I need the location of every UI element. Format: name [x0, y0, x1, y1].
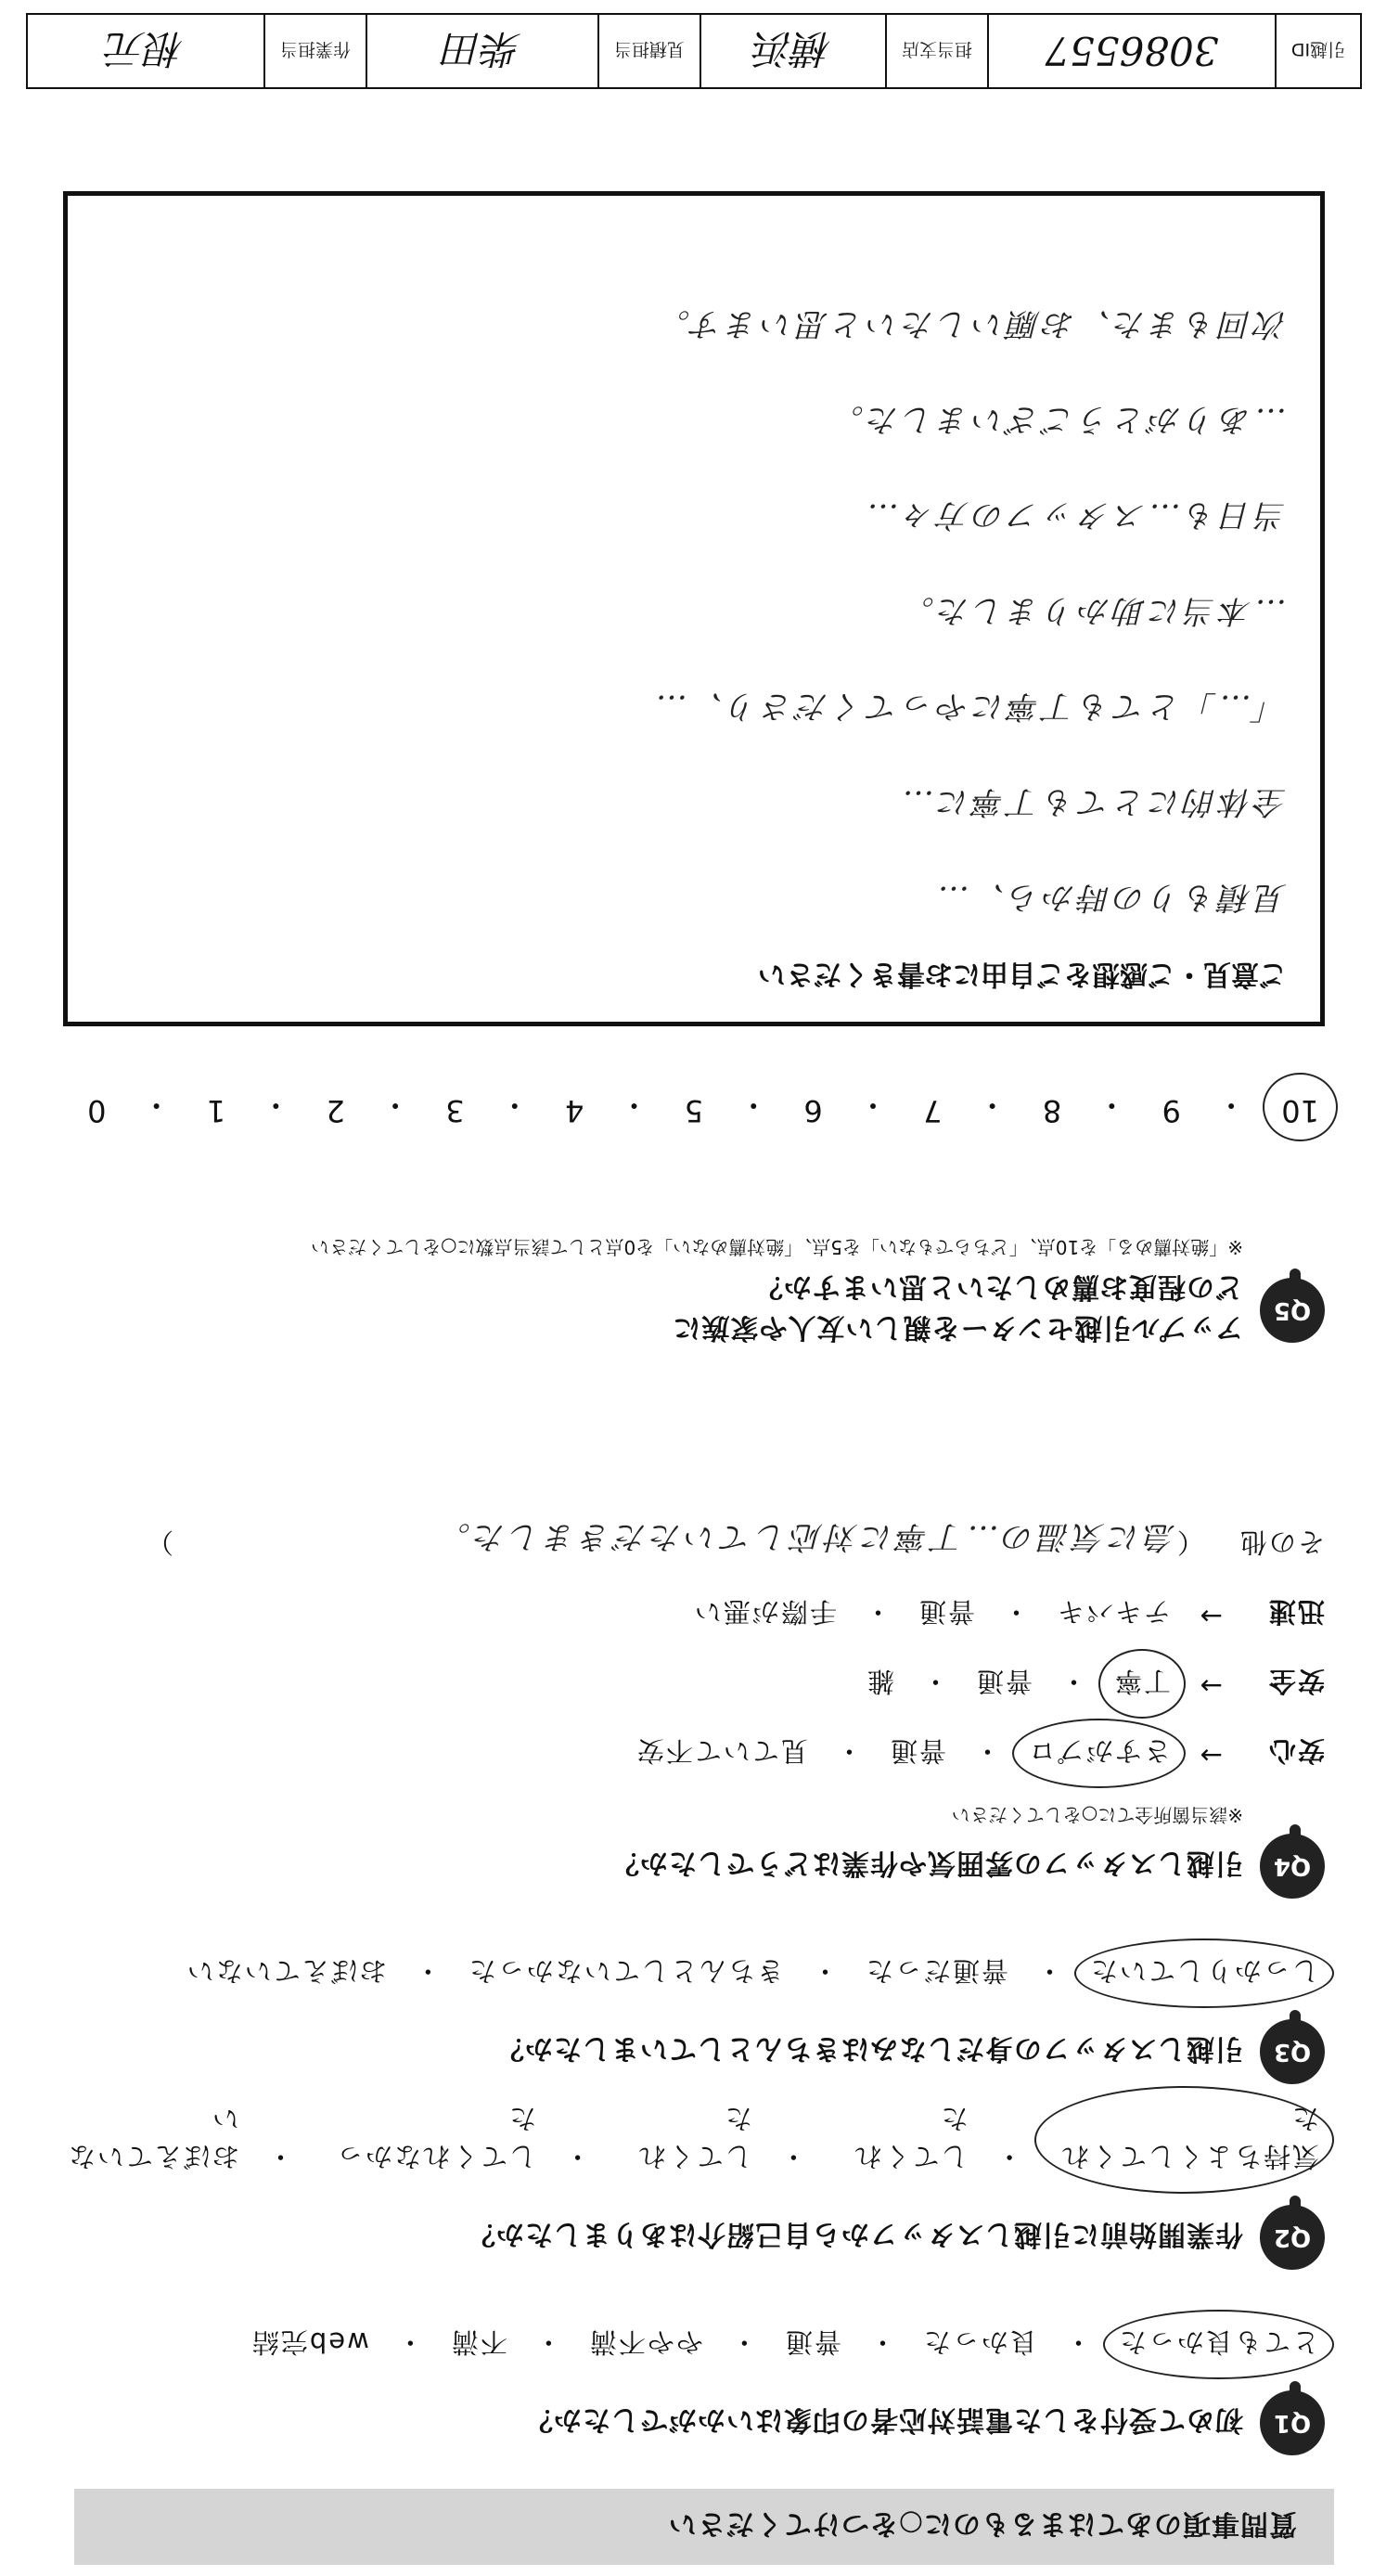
q5-title-line2: どの程度お薦めしたいと思いますか？ [754, 1270, 1243, 1303]
q2-title: 作業開始前に引越しスタッフから自己紹介はありましたか？ [467, 2218, 1243, 2250]
q4-row-label: 安心 [1266, 1735, 1325, 1767]
comment-line: 全体的にとても丁寧に… [899, 783, 1287, 820]
comment-line: 当日も…スタッフの方々… [864, 496, 1287, 534]
q4-row-jinsoku: 迅速 → テキパキ ・ 普通 ・ 手際が悪い [45, 1594, 1325, 1632]
comment-line: …ありがとうございました。 [828, 401, 1287, 438]
q4-row-anshin: 安心 → さすがプロ ・ 普通 ・ 見ていて不安 [45, 1733, 1325, 1771]
q2-option[interactable]: おぼえていない [66, 2103, 239, 2172]
q4-row-label: 安全 [1266, 1666, 1325, 1697]
q4-option[interactable]: 丁寧 [1108, 1664, 1176, 1702]
q3-option[interactable]: きちんとしていなかった [467, 1955, 784, 1987]
q4-row-anzen: 安全 → 丁寧 ・ 普通 ・ 雑 [45, 1664, 1325, 1702]
branch-label: 担当支店 [887, 15, 989, 87]
q2-option[interactable]: してくれなかった [335, 2103, 537, 2172]
question-3 [45, 1953, 1325, 2084]
arrow-icon: → [1198, 1601, 1223, 1632]
branch-value: 横浜 [701, 15, 887, 87]
q3-option[interactable]: おぼえていない [185, 1955, 387, 1987]
scale-option[interactable]: 5 [684, 1093, 704, 1128]
q1-option[interactable]: とても良かった [1112, 2325, 1325, 2363]
q4-option[interactable]: 普通 [888, 1735, 946, 1767]
comment-title: ご意見・ご感想をご自由にお書きください [758, 958, 1287, 990]
estimate-staff-label: 見積担当 [599, 15, 701, 87]
q2-option[interactable]: してくれた [853, 2103, 969, 2172]
q5-badge: Q5 [1260, 1278, 1325, 1343]
question-5 [45, 1235, 1325, 1351]
scale-option[interactable]: 6 [803, 1093, 823, 1128]
comment-line: 「…」とても丁寧にやってくださり、… [652, 688, 1287, 725]
staff-table [26, 13, 1362, 89]
arrow-icon: → [1198, 1740, 1223, 1771]
question-1 [45, 2325, 1325, 2455]
scale-option[interactable]: 2 [326, 1093, 345, 1128]
q4-badge: Q4 [1260, 1834, 1325, 1899]
q1-option[interactable]: 不満 [449, 2326, 507, 2358]
q4-other-label: その他 [1238, 1526, 1325, 1558]
q1-option[interactable]: web完結 [250, 2326, 369, 2358]
q2-option[interactable]: 気持ちよくしてくれた [1044, 2101, 1325, 2177]
instruction-band [74, 2489, 1334, 2565]
comment-line: …本当に助かりました。 [899, 592, 1287, 629]
q5-title-line1: アップル引越センターを親しい友人や家族に [672, 1311, 1243, 1344]
paren-close: ） [144, 1526, 173, 1558]
q4-other-text[interactable]: 急に気温の…丁寧に対応していただきました。 [434, 1518, 1175, 1555]
q4-row-other [45, 1517, 1325, 1563]
q1-option[interactable]: 普通 [783, 2326, 841, 2358]
work-staff-label: 作業担当 [265, 15, 367, 87]
q3-title: 引越しスタッフの身だしなみはきちんとしていましたか？ [495, 2032, 1243, 2065]
q5-scale: 10 ・ 9 ・ 8 ・ 7 ・ 6 ・ 5 ・ 4 ・ 3 ・ 2 ・ 1 ・ 0 [82, 1086, 1325, 1128]
q4-row-label: 迅速 [1266, 1596, 1325, 1628]
q5-note: ※「絶対薦める」を10点、「どちらでもない」を5点、「絶対薦めない」を0点として該当点数に○をしてください [311, 1236, 1243, 1258]
q3-badge: Q3 [1260, 2019, 1325, 2084]
comment-line: 次回もまた、お願いしたいと思います。 [654, 305, 1287, 342]
comment-text [101, 304, 1287, 923]
scale-option[interactable]: 4 [564, 1093, 584, 1128]
arrow-icon: → [1198, 1670, 1223, 1702]
scale-option[interactable]: 3 [445, 1093, 465, 1128]
comment-line: 見積もりの時から、… [934, 879, 1287, 916]
scale-option[interactable]: 0 [87, 1093, 107, 1128]
q2-option[interactable]: してくれた [636, 2103, 752, 2172]
q1-title: 初めて受付をした電話対応者の印象はいかがでしたか？ [524, 2403, 1243, 2436]
q4-option[interactable]: 手際が悪い [692, 1596, 837, 1628]
scale-option[interactable]: 9 [1162, 1093, 1181, 1128]
q4-option[interactable]: 見ていて不安 [635, 1735, 808, 1767]
question-2 [45, 2101, 1325, 2270]
question-4 [45, 1517, 1325, 1899]
q2-badge: Q2 [1260, 2205, 1325, 2270]
q4-option[interactable]: 普通 [917, 1596, 975, 1628]
q3-option[interactable]: しっかりしていた [1084, 1953, 1325, 1991]
moving-id-value: 3086557 [989, 15, 1277, 87]
q3-options: しっかりしていた ・ 普通だった ・ きちんとしていなかった ・ おぼえていない [45, 1953, 1325, 1991]
scale-option[interactable]: 8 [1042, 1093, 1062, 1128]
paren-open: （ [1174, 1526, 1204, 1558]
q4-note: ※該当箇所全てに○をしてください [951, 1804, 1243, 1826]
scale-option[interactable]: 10 [1276, 1086, 1325, 1128]
q2-options: 気持ちよくしてくれた ・ してくれた ・ してくれた ・ してくれなかった ・ おぼえていない [45, 2101, 1325, 2177]
q1-badge: Q1 [1260, 2390, 1325, 2455]
instruction-text: 質問事項のあてはまるものに○をつけてください [667, 2507, 1297, 2540]
scale-option[interactable]: 1 [206, 1093, 226, 1128]
work-staff-value: 根元 [28, 15, 265, 87]
q1-option[interactable]: やや不満 [587, 2326, 703, 2358]
q4-option[interactable]: 普通 [974, 1666, 1033, 1697]
scale-option[interactable]: 7 [923, 1093, 943, 1128]
estimate-staff-value: 柴田 [367, 15, 599, 87]
q3-option[interactable]: 普通だった [864, 1955, 1008, 1987]
q4-option[interactable]: さすがプロ [1021, 1733, 1176, 1771]
q1-option[interactable]: 良かった [921, 2326, 1037, 2358]
moving-id-label: 引越ID [1277, 15, 1360, 87]
q4-option[interactable]: 雑 [865, 1666, 894, 1697]
q1-options: とても良かった ・ 良かった ・ 普通 ・ やや不満 ・ 不満 ・ web完結 [45, 2325, 1325, 2363]
q4-option[interactable]: テキパキ [1055, 1596, 1171, 1628]
comment-box[interactable] [63, 191, 1325, 1026]
q4-title: 引越しスタッフの雰囲気や作業はどうでしたか？ [610, 1847, 1243, 1879]
